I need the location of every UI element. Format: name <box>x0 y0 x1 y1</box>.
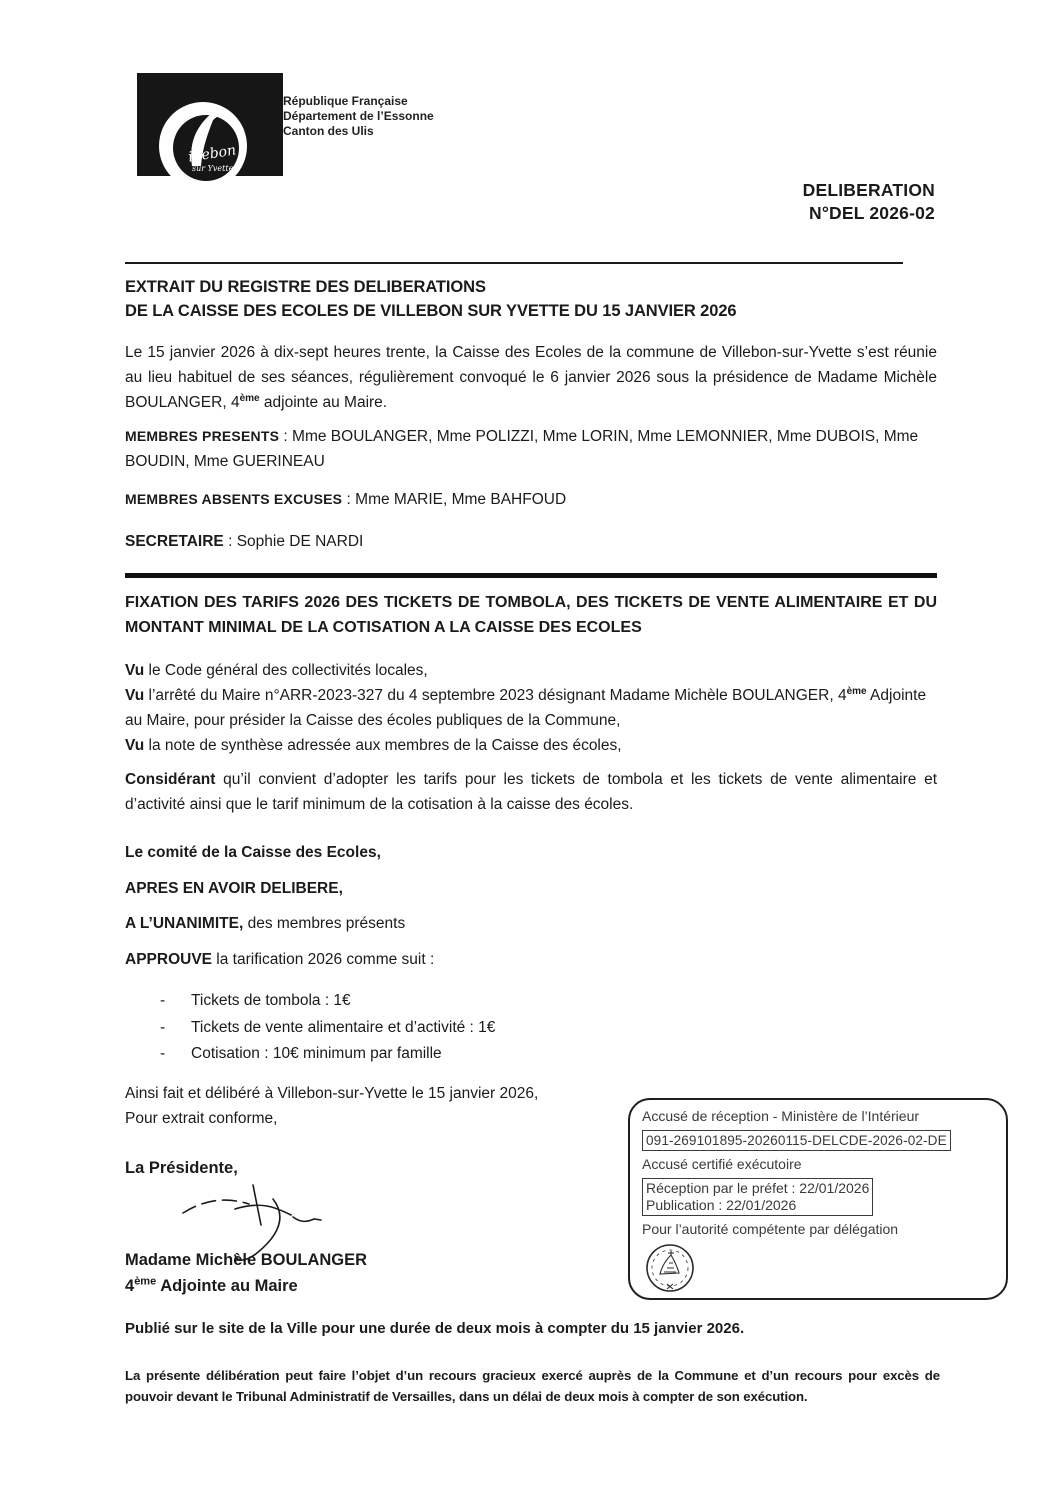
unanimite-line: A L’UNANIMITE, des membres présents <box>125 915 406 932</box>
title-line-2: DE LA CAISSE DES ECOLES DE VILLEBON SUR YVETTE DU 15 JANVIER 2026 <box>125 302 737 320</box>
president-name: Madame Michèle BOULANGER <box>125 1251 368 1269</box>
vu-2: Vu l’arrêté du Maire n°ARR-2023-327 du 4 septembre 2023 désignant Madame Michèle BOULANGER, 4ème Adjointe au Maire, pour présider la Caisse des écoles publiques de la Commune, <box>125 685 927 729</box>
list-item: - Cotisation : 10€ minimum par famille <box>160 1045 442 1062</box>
stamp-publication-date: Publication : 22/01/2026 <box>646 1197 797 1213</box>
separator-line-thick <box>125 573 937 578</box>
subject-heading: FIXATION DES TARIFS 2026 DES TICKETS DE TOMBOLA, DES TICKETS DE VENTE ALIMENTAIRE ET DU MONTANT MINIMAL DE LA COTISATION A LA CAISSE DES ECOLES <box>125 594 937 636</box>
intro-text: Le 15 janvier 2026 à dix-sept heures trente, la Caisse des Ecoles de la commune de Villebon-sur-Yvette s’est réunie au lieu habituel de ses séances, régulièrement convoqué le 6 janvier 2026 sous la présidence de Madame Michèle BOULANGER, 4 <box>125 344 937 411</box>
doc-reference <box>600 179 935 225</box>
stamp-authority: Pour l’autorité compétente par délégation <box>642 1221 899 1237</box>
comite-line: Le comité de la Caisse des Ecoles, <box>125 844 381 861</box>
members-present-value: Mme BOULANGER, Mme POLIZZI, Mme LORIN, Mme LEMONNIER, Mme DUBOIS, Mme BOUDIN, Mme GUERINEAU <box>125 428 919 470</box>
president-role: 4ème Adjointe au Maire <box>125 1275 298 1295</box>
region-line-republique: République Française <box>283 94 408 108</box>
list-item: - Tickets de tombola : 1€ <box>160 992 351 1009</box>
stamp-header: Accusé de réception - Ministère de l’Intérieur <box>642 1108 920 1124</box>
stamp-certified: Accusé certifié exécutoire <box>642 1156 802 1172</box>
logo-text: illebon <box>187 142 238 166</box>
closing-line-1: Ainsi fait et délibéré à Villebon-sur-Yvette le 15 janvier 2026, <box>125 1085 539 1102</box>
considerant-paragraph: Considérant qu’il convient d’adopter les tarifs pour les tickets de tombola et les tickets de vente alimentaire et d’activité ainsi que le tarif minimum de la cotisation à la caisse des écoles. <box>125 771 937 813</box>
closing-line-2: Pour extrait conforme, <box>125 1110 278 1127</box>
secretary-value: Sophie DE NARDI <box>236 533 364 550</box>
doc-type: DELIBERATION <box>802 180 935 200</box>
prefecture-seal-icon <box>644 1242 696 1294</box>
vu-3: Vu la note de synthèse adressée aux membres de la Caisse des écoles, <box>125 737 622 754</box>
stamp-dates-box <box>642 1178 873 1216</box>
members-absent-line: MEMBRES ABSENTS EXCUSES : Mme MARIE, Mme BAHFOUD <box>125 491 567 508</box>
members-present-line: MEMBRES PRESENTS : Mme BOULANGER, Mme POLIZZI, Mme LORIN, Mme LEMONNIER, Mme DUBOIS, Mme BOUDIN, Mme GUERINEAU <box>125 428 919 470</box>
secretary-label: SECRETAIRE <box>125 533 224 550</box>
reception-stamp <box>628 1098 1008 1300</box>
secretary-line: SECRETAIRE : Sophie DE NARDI <box>125 533 364 550</box>
stamp-reception-date: Réception par le préfet : 22/01/2026 <box>646 1180 870 1196</box>
region-line-departement: Département de l’Essonne <box>283 109 434 123</box>
intro-paragraph <box>125 340 937 415</box>
vu-1: Vu le Code général des collectivités locales, <box>125 662 428 679</box>
header-region-block <box>283 94 434 139</box>
list-item: - Tickets de vente alimentaire et d’activité : 1€ <box>160 1018 496 1036</box>
president-title: La Présidente, <box>125 1159 238 1177</box>
legal-notice: La présente délibération peut faire l’objet d’un recours gracieux exercé auprès de la Commune et d’un recours pour excès de pouvoir devant le Tribunal Administratif de Versailles, dans un délai de deux mois à compter de son exécution. <box>125 1368 940 1404</box>
tariff-list <box>160 988 810 1068</box>
approuve-line: APPROUVE la tarification 2026 comme suit : <box>125 951 435 968</box>
intro-superscript: ème <box>239 392 260 404</box>
stamp-id: 091-269101895-20260115-DELCDE-2026-02-DE <box>642 1130 951 1151</box>
villebon-logo <box>130 70 300 190</box>
members-absent-value: Mme MARIE, Mme BAHFOUD <box>355 491 567 508</box>
publication-notice: Publié sur le site de la Ville pour une durée de deux mois à compter du 15 janvier 2026. <box>125 1320 745 1337</box>
apres-line: APRES EN AVOIR DELIBERE, <box>125 880 343 897</box>
doc-number: N°DEL 2026-02 <box>808 203 935 223</box>
recitals-block <box>125 658 937 758</box>
separator-line-thin <box>125 262 903 264</box>
document-title <box>125 275 937 323</box>
intro-text-end: adjointe au Maire. <box>259 394 388 411</box>
members-absent-label: MEMBRES ABSENTS EXCUSES <box>125 491 343 507</box>
title-line-1: EXTRAIT DU REGISTRE DES DELIBERATIONS <box>125 278 486 296</box>
logo-subtext: sur Yvette <box>192 164 234 173</box>
members-present-label: MEMBRES PRESENTS <box>125 428 280 444</box>
region-line-canton: Canton des Ulis <box>283 124 374 138</box>
